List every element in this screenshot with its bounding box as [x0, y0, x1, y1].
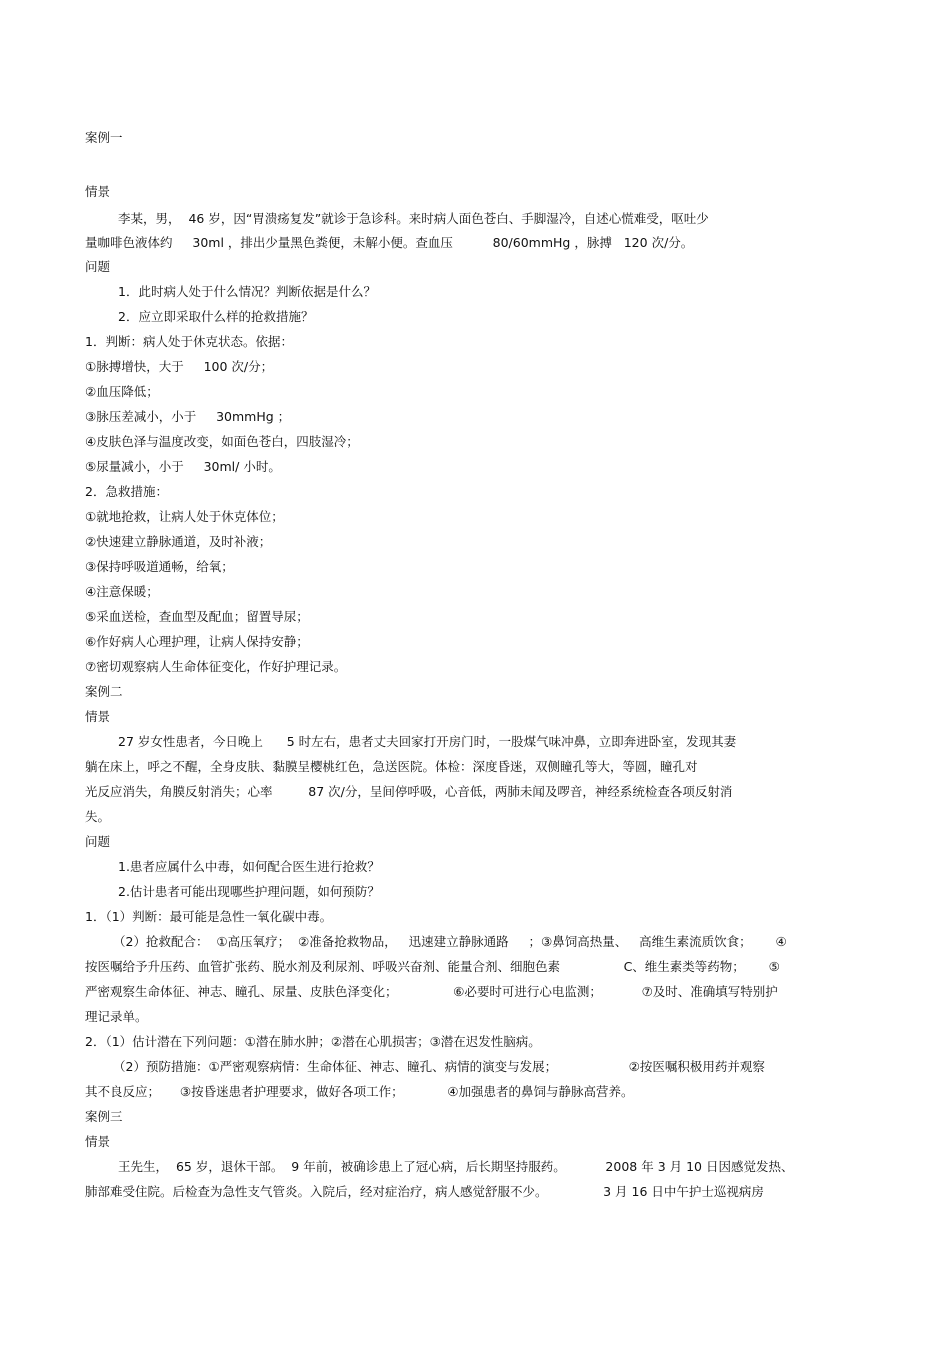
case-2-scenario-text-line-2: 躺在床上，呼之不醒，全身皮肤、黏膜呈樱桃红色，急送医院。体检：深度昏迷，双侧瞳孔等大，等圆，瞳孔对	[85, 759, 698, 774]
case-1-answer-2-item-2: ②快速建立静脉通道，及时补液；	[85, 534, 272, 549]
case-2-answer-2-problems: 2．（1）估计潜在下列问题：①潜在肺水肿；②潜在心肌损害；③潜在迟发性脑病。	[85, 1034, 541, 1049]
case-1-answer-2-item-4: ④注意保暖；	[85, 584, 159, 599]
case-1-answer-1-item-5: ⑤尿量减小，小于 30ml/ 小时。	[85, 459, 281, 474]
case-1-answer-2-item-1: ①就地抢救，让病人处于休克体位；	[85, 509, 284, 524]
case-2-question-1: 1.患者应属什么中毒，如何配合医生进行抢救？	[118, 859, 380, 874]
case-3-heading: 案例三	[85, 1109, 123, 1124]
case-1-scenario-text-line-2: 量咖啡色液体约 30ml ，排出少量黑色粪便，未解小便。查血压 80/60mmHg ，脉搏 120 次/分。	[85, 235, 694, 250]
case-3-scenario-heading: 情景	[85, 1134, 111, 1149]
case-1-scenario-text-line-1: 李某，男， 46 岁，因“胃溃疡复发”就诊于急诊科。来时病人面色苍白、手脚湿冷，自述心慌难受，呕吐少	[118, 211, 709, 226]
case-1-heading: 案例一	[85, 130, 123, 145]
case-2-scenario-text-line-3: 光反应消失，角膜反射消失；心率 87 次/分，呈间停呼吸，心音低，两肺未闻及啰音，神经系统检查各项反射消	[85, 784, 733, 799]
case-1-answer-2-item-3: ③保持呼吸道通畅，给氧；	[85, 559, 234, 574]
case-1-answer-1-item-4: ④皮肤色泽与温度改变，如面色苍白，四肢湿冷；	[85, 434, 359, 449]
case-2-answer-1-rescue-line-1: （2）抢救配合： ①高压氧疗； ②准备抢救物品， 迅速建立静脉通路 ；③鼻饲高热量、 高维生素流质饮食； ④	[113, 934, 787, 949]
case-1-answer-2-heading: 2．急救措施：	[85, 484, 168, 499]
case-1-answer-2-item-5: ⑤采血送检，查血型及配血；留置导尿；	[85, 609, 309, 624]
case-2-answer-1-rescue-line-2: 按医嘱给予升压药、血管扩张药、脱水剂及利尿剂、呼吸兴奋剂、能量合剂、细胞色素 C、维生素类等药物； ⑤	[85, 959, 780, 974]
case-2-answer-1-rescue-line-4: 理记录单。	[85, 1009, 148, 1024]
case-1-answer-1-item-1: ①脉搏增快，大于 100 次/分；	[85, 359, 274, 374]
case-1-answer-1-item-3: ③脉压差减小，小于 30mmHg ；	[85, 409, 291, 424]
case-1-answer-1-heading: 1．判断：病人处于休克状态。依据：	[85, 334, 293, 349]
case-1-answer-2-item-6: ⑥作好病人心理护理，让病人保持安静；	[85, 634, 309, 649]
case-2-answer-2-prevention-line-2: 其不良反应； ③按昏迷患者护理要求，做好各项工作； ④加强患者的鼻饲与静脉高营养。	[85, 1084, 634, 1099]
case-2-answer-2-prevention-line-1: （2）预防措施：①严密观察病情：生命体征、神志、瞳孔、病情的演变与发展； ②按医嘱积极用药并观察	[113, 1059, 765, 1074]
case-2-question-2: 2.估计患者可能出现哪些护理问题，如何预防？	[118, 884, 380, 899]
case-1-question-1: 1．此时病人处于什么情况？判断依据是什么？	[118, 284, 376, 299]
case-1-question-heading: 问题	[85, 259, 111, 274]
case-2-answer-1-judgement: 1．（1）判断：最可能是急性一氧化碳中毒。	[85, 909, 333, 924]
case-1-answer-2-item-7: ⑦密切观察病人生命体征变化，作好护理记录。	[85, 659, 347, 674]
case-1-scenario-heading: 情景	[85, 184, 111, 199]
case-3-scenario-text-line-1: 王先生， 65 岁，退休干部。 9 年前，被确诊患上了冠心病，后长期坚持服药。 2008 年 3 月 10 日因感觉发热、	[118, 1159, 794, 1174]
case-1-answer-1-item-2: ②血压降低；	[85, 384, 159, 399]
case-2-scenario-heading: 情景	[85, 709, 111, 724]
case-2-scenario-text-line-1: 27 岁女性患者，今日晚上 5 时左右，患者丈夫回家打开房门时，一股煤气味冲鼻，立即奔进卧室，发现其妻	[118, 734, 737, 749]
case-2-answer-1-rescue-line-3: 严密观察生命体征、神志、瞳孔、尿量、皮肤色泽变化； ⑥必要时可进行心电监测； ⑦及时、准确填写特别护	[85, 984, 778, 999]
case-2-question-heading: 问题	[85, 834, 111, 849]
case-1-question-2: 2．应立即采取什么样的抢救措施？	[118, 309, 314, 324]
case-3-scenario-text-line-2: 肺部难受住院。后检查为急性支气管炎。入院后，经对症治疗，病人感觉舒服不少。 3 月 16 日中午护士巡视病房	[85, 1184, 764, 1199]
case-2-heading: 案例二	[85, 684, 123, 699]
case-2-scenario-text-line-4: 失。	[85, 809, 111, 824]
